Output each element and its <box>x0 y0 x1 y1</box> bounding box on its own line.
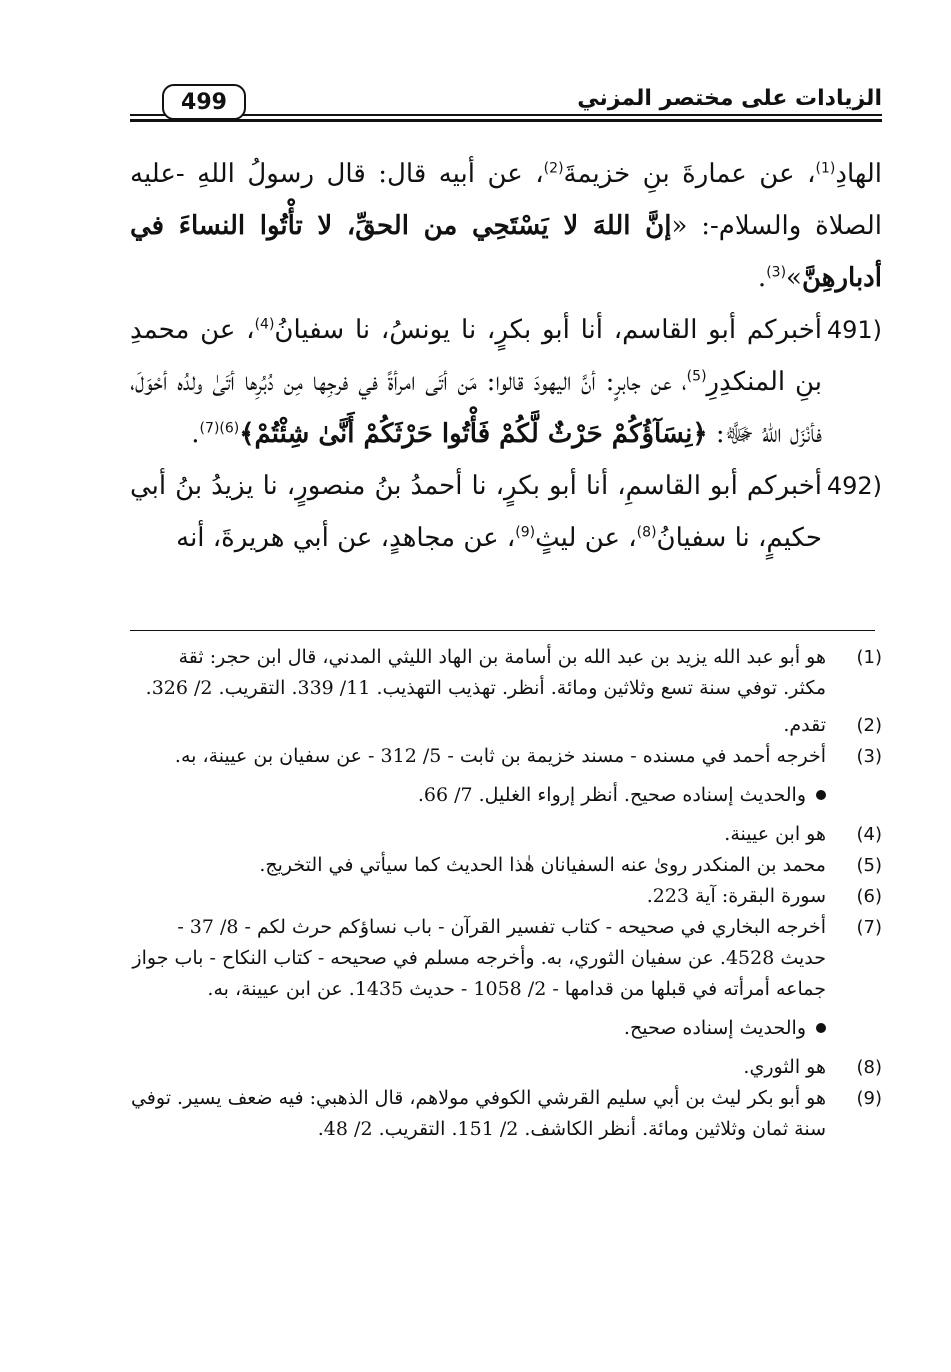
footnote-label: (6) <box>856 886 882 907</box>
footnote-ref[interactable]: (8) <box>636 524 657 541</box>
footnote-item: (6) سورة البقرة: آية 223. <box>130 881 882 912</box>
bullet-icon <box>816 1023 826 1033</box>
footnote-ref[interactable]: (7) <box>199 420 220 437</box>
footnote-ref[interactable]: (3) <box>766 264 787 281</box>
running-title: الزيادات على مختصر المزني <box>577 86 882 111</box>
footnote-note: والحديث إسناده صحيح. <box>130 1013 882 1044</box>
footnote-note: والحديث إسناده صحيح. أنظر إرواء الغليل. 7/ 66. <box>130 780 882 811</box>
footnote-label: (1) <box>856 647 882 668</box>
footnote-label: (9) <box>856 1088 882 1109</box>
quran-verse: ﴿نِسَآؤُكُمْ حَرْثٌ لَّكُمْ فَأْتُوا حَرْثَكُمْ أَنَّىٰ شِئْتُمْ﴾ <box>239 419 708 449</box>
footnote-label: (4) <box>856 824 882 845</box>
footnote-ref[interactable]: (4) <box>254 316 275 333</box>
bullet-icon <box>816 790 826 800</box>
hadith-number: 491) <box>826 316 882 344</box>
footnote-label: (8) <box>856 1057 882 1078</box>
footnote-ref[interactable]: (1) <box>815 160 836 177</box>
footnote-item: (2) تقدم. <box>130 710 882 741</box>
footnote-item: (7) أخرجه البخاري في صحيحه - كتاب تفسير القرآن - باب نساؤكم حرث لكم - 8/ 37 - حديث 4528. عن سفيان الثوري، به. وأخرجه مسلم في صحيحه - كتاب النكاح - باب جواز جماعه أمرأته في قبلها من قدامها - 2/ 1058 - حديث 1435. عن ابن عيينة، به. <box>130 912 882 1005</box>
page-header <box>130 78 882 128</box>
footnote-ref[interactable]: (2) <box>543 160 564 177</box>
footnote-label: (7) <box>856 917 882 938</box>
footnote-item: (9) هو أبو بكر ليث بن أبي سليم القرشي الكوفي مولاهم، قال الذهبي: فيه ضعف يسير. توفي سنة ثمان وثلاثين ومائة. أنظر الكاشف. 2/ 151. التقريب. 2/ 48. <box>130 1083 882 1145</box>
footnote-item: (5) محمد بن المنكدر روىٰ عنه السفيانان هٰذا الحديث كما سيأتي في التخريج. <box>130 850 882 881</box>
header-rule-thick <box>130 119 882 122</box>
footnote-item: (4) هو ابن عيينة. <box>130 819 882 850</box>
footnote-separator <box>130 630 875 631</box>
footnote-label: (2) <box>856 715 882 736</box>
footnote-item: (3) أخرجه أحمد في مسنده - مسند خزيمة بن ثابت - 5/ 312 - عن سفيان بن عيينة، به. <box>130 741 882 772</box>
footnote-item: (1) هو أبو عبد الله يزيد بن عبد الله بن أسامة بن الهاد الليثي المدني، قال ابن حجر: ثقة مكثر. توفي سنة تسع وثلاثين ومائة. أنظر. تهذيب التهذيب. 11/ 339. التقريب. 2/ 326. <box>130 642 882 704</box>
footnotes <box>130 642 882 1145</box>
hadith-492: 492) أخبركم أبو القاسمِ، أنا أبو بكرٍ، نا أحمدُ بنُ منصورٍ، نا يزيدُ بنُ أبي حكيمٍ، نا سفيانُ$^{(8)}$، عن ليثٍ$^{(9)}$، عن مجاهدٍ، عن أبي هريرةَ، أنه <box>130 460 882 564</box>
intro-paragraph: الهادِ$^{(1)}$، عن عمارةَ بنِ خزيمةَ$^{(2)}$، عن أبيه قال: قال رسولُ اللهِ -عليه الصلاة والسلام-: «إنَّ اللهَ لا يَسْتَحِي من الحقِّ، لا تأْتُوا النساءَ في أدبارهِنَّ»$^{(3)}$. <box>130 159 882 293</box>
footnote-ref[interactable]: (6) <box>219 420 240 437</box>
page-number: 499 <box>162 84 246 120</box>
hadith-text: إنَّ اللهَ لا يَسْتَحِي من الحقِّ، لا تأْتُوا النساءَ في أدبارهِنَّ <box>130 211 882 293</box>
hadith-491: 491) أخبركم أبو القاسم، أنا أبو بكرٍ، نا يونسُ، نا سفيانُ$^{(4)}$، عن محمدِ بنِ المنكدِرِ$^{(5)}$، عن جابرٍ: أنَّ اليهودَ قالوا: مَن أتَى امرأةً في فرجِها مِن دُبُرِها أتَىٰ ولدُه أحْوَلَ، فأنْزَل اللهُ ﷻ: ﴿نِسَآؤُكُمْ حَرْثٌ لَّكُمْ فَأْتُوا حَرْثَكُمْ أَنَّىٰ شِئْتُمْ﴾$^{(6)(7)}$. <box>130 304 882 460</box>
footnote-item: (8) هو الثوري. <box>130 1052 882 1083</box>
hadith-number: 492) <box>826 472 882 500</box>
footnote-label: (5) <box>856 855 882 876</box>
footnote-ref[interactable]: (9) <box>515 524 536 541</box>
footnote-ref[interactable]: (5) <box>686 368 707 385</box>
main-text <box>130 148 882 564</box>
footnote-label: (3) <box>856 746 882 767</box>
